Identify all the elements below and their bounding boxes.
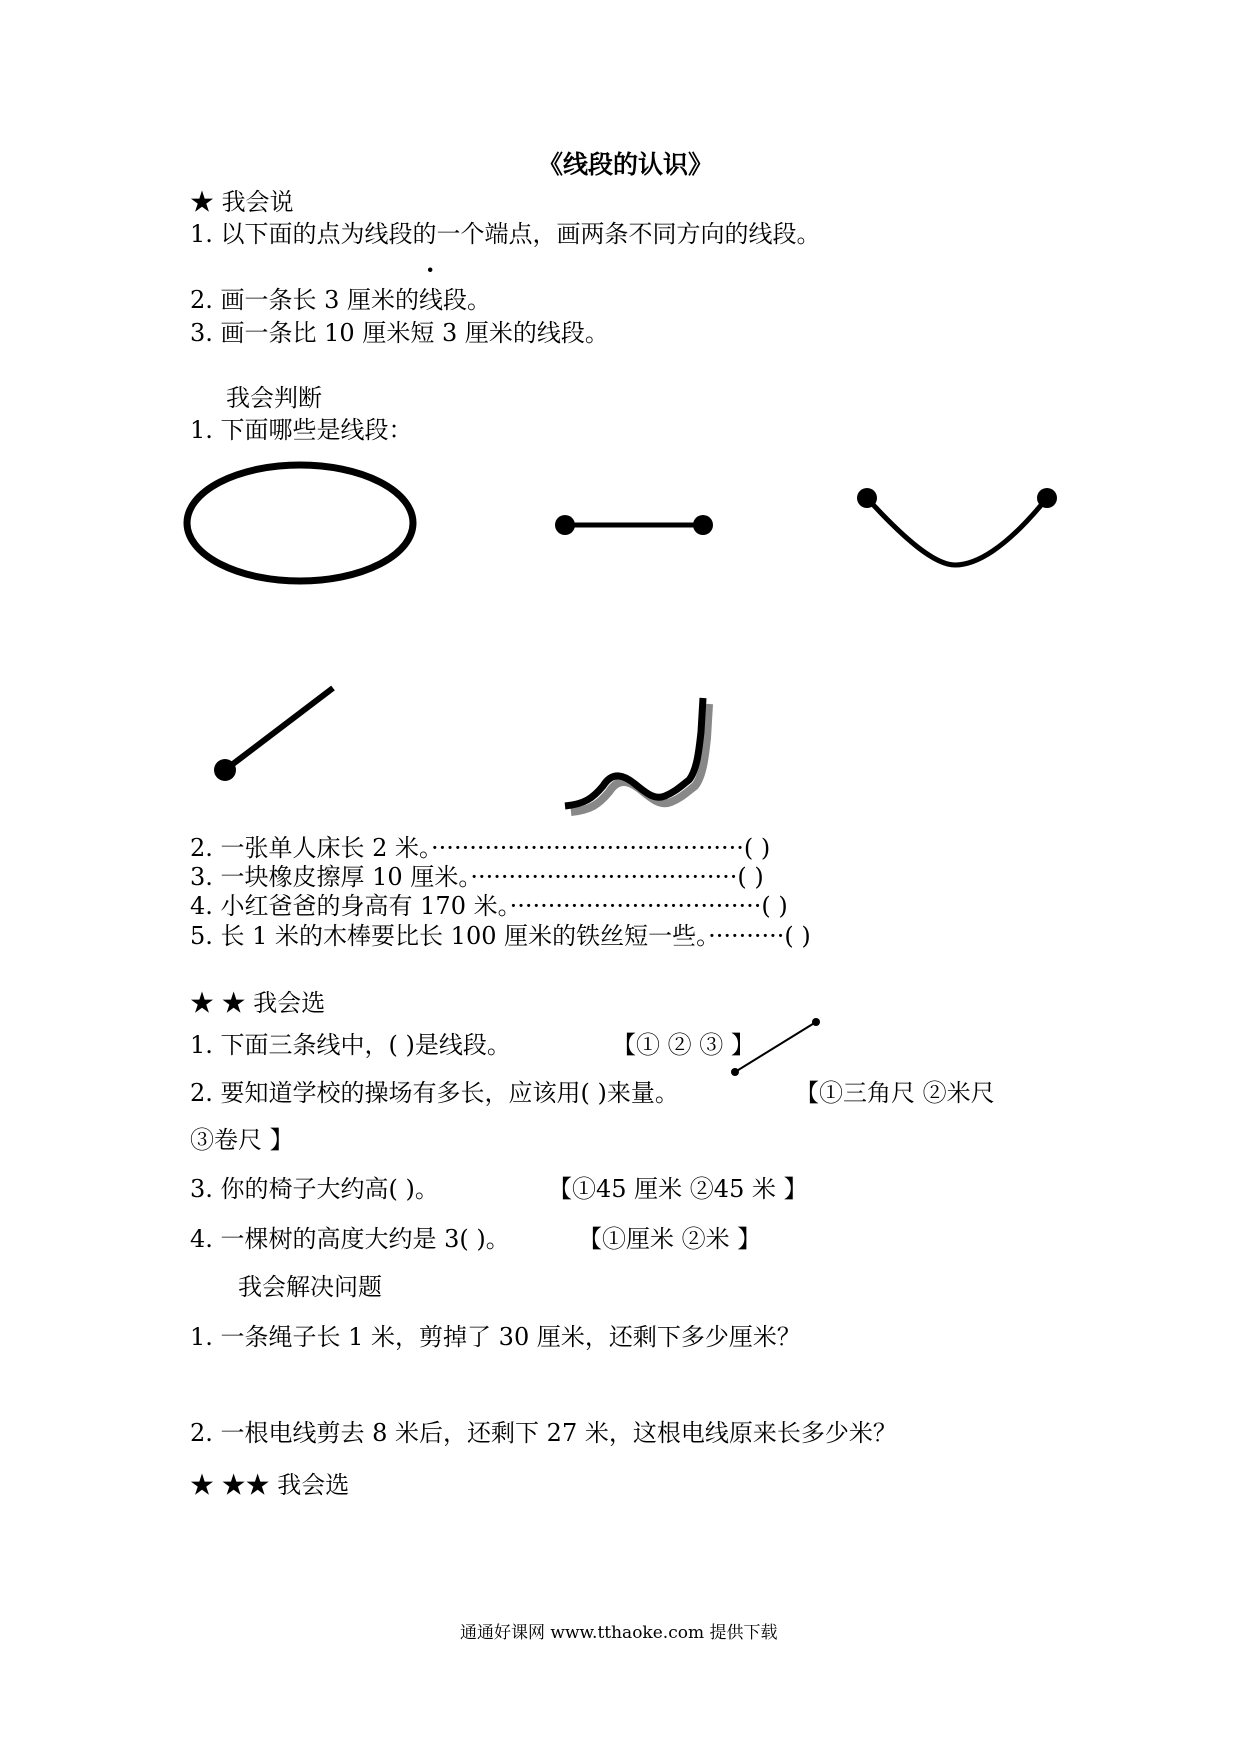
page-footer: 通通好课网 www.tthaoke.com 提供下载 xyxy=(460,1623,778,1643)
shape-curve xyxy=(845,480,1070,580)
question-3-2-options-cont: ③卷尺 】 xyxy=(190,1126,294,1154)
question-3-3: 3. 你的椅子大约高( )。 xyxy=(190,1175,439,1203)
section-heading-choose: ★ ★ 我会选 xyxy=(190,989,326,1017)
question-2-3: 3. 一块橡皮擦厚 10 厘米。···································( ) xyxy=(190,863,764,891)
question-1-3: 3. 画一条比 10 厘米短 3 厘米的线段。 xyxy=(190,319,609,347)
section-heading-solve: 我会解决问题 xyxy=(238,1273,382,1301)
endpoint-dot: · xyxy=(426,255,435,284)
question-3-4: 4. 一棵树的高度大约是 3( )。 xyxy=(190,1225,510,1253)
page-title: 《线段的认识》 xyxy=(538,150,714,179)
question-1-2: 2. 画一条长 3 厘米的线段。 xyxy=(190,286,492,314)
question-3-4-options: 【①厘米 ②米 】 xyxy=(578,1225,762,1253)
question-3-1-options: 【① ② ③ 】 xyxy=(612,1031,755,1059)
question-2-4: 4. 小红爸爸的身高有 170 米。·································( ) xyxy=(190,892,788,920)
section-heading-speak: ★ 我会说 xyxy=(190,188,294,216)
question-3-2-options: 【①三角尺 ②米尺 xyxy=(795,1079,995,1107)
question-1-1: 1. 以下面的点为线段的一个端点，画两条不同方向的线段。 xyxy=(190,220,821,248)
section-heading-judge: 我会判断 xyxy=(226,384,322,412)
question-3-2: 2. 要知道学校的操场有多长，应该用( )来量。 xyxy=(190,1079,679,1107)
question-3-1: 1. 下面三条线中，( )是线段。 xyxy=(190,1031,511,1059)
section-heading-choose-3star: ★ ★★ 我会选 xyxy=(190,1471,350,1499)
question-2-5: 5. 长 1 米的木棒要比长 100 厘米的铁丝短一些。··········( ) xyxy=(190,922,811,950)
question-2-2: 2. 一张单人床长 2 米。·········································( ) xyxy=(190,834,771,862)
shape-wavy-line xyxy=(555,688,715,818)
shape-ellipse xyxy=(180,458,420,588)
question-3-3-options: 【①45 厘米 ②45 米 】 xyxy=(548,1175,808,1203)
question-2-1: 1. 下面哪些是线段： xyxy=(190,416,413,444)
question-4-1: 1. 一条绳子长 1 米，剪掉了 30 厘米，还剩下多少厘米？ xyxy=(190,1323,801,1351)
shape-line-segment xyxy=(545,505,720,545)
option-segment-figure xyxy=(725,1015,825,1080)
shape-ray xyxy=(205,678,340,783)
question-4-2: 2. 一根电线剪去 8 米后，还剩下 27 米，这根电线原来长多少米？ xyxy=(190,1419,897,1447)
